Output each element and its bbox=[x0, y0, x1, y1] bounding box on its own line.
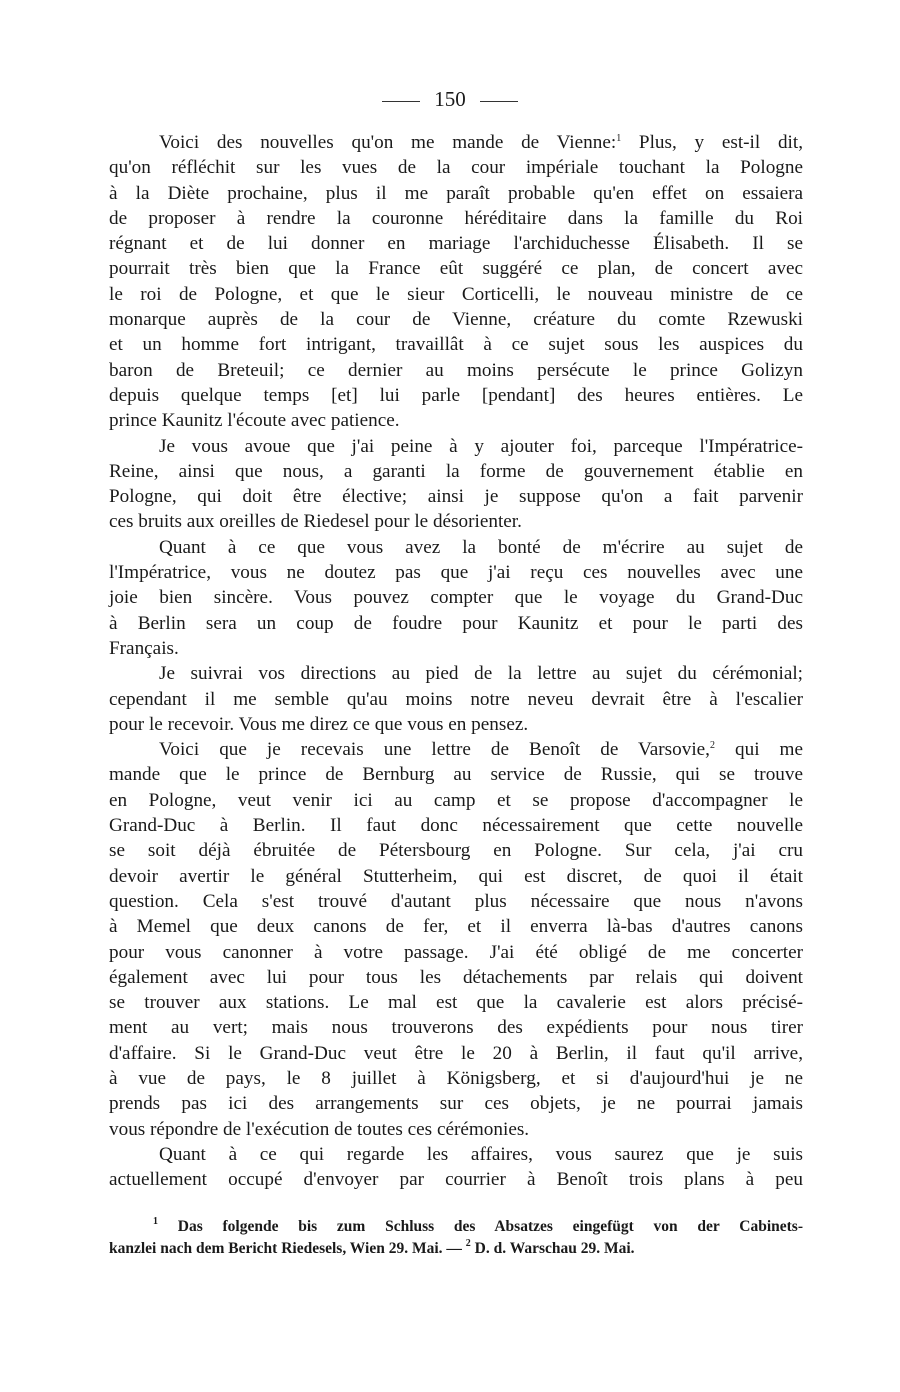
text-line: monarque auprès de la cour de Vienne, créature du comte Rzewuski bbox=[109, 309, 803, 331]
text-line: depuis quelque temps [et] lui parle [pendant] des heures entières. Le bbox=[109, 384, 803, 406]
text-line: prince Kaunitz l'écoute avec patience. bbox=[109, 410, 400, 432]
paragraph-2 bbox=[109, 434, 803, 535]
text-line: devoir avertir le général Stutterheim, qui est discret, de quoi il était bbox=[109, 865, 803, 887]
text-line: ces bruits aux oreilles de Riedesel pour le désorienter. bbox=[109, 511, 522, 533]
text-line: à vue de pays, le 8 juillet à Königsberg, et si d'aujourd'hui je ne bbox=[109, 1067, 803, 1089]
text-line: se trouver aux stations. Le mal est que la cavalerie est alors précisé- bbox=[109, 992, 803, 1014]
text-line: Pologne, qui doit être élective; ainsi je suppose qu'on a fait parvenir bbox=[109, 486, 803, 508]
text-line: Je vous avoue que j'ai peine à y ajouter foi, parceque l'Impératrice- bbox=[159, 435, 803, 457]
text-line: Reine, ainsi que nous, a garanti la forme de gouvernement établie en bbox=[109, 460, 803, 482]
page-header bbox=[0, 86, 900, 112]
header-dash-left bbox=[382, 101, 420, 102]
text-line: le roi de Pologne, et que le sieur Corticelli, le nouveau ministre de ce bbox=[109, 283, 803, 305]
paragraph-6 bbox=[109, 1142, 803, 1193]
paragraph-5 bbox=[109, 737, 803, 1142]
footnotes bbox=[109, 1216, 803, 1260]
footnote-line: $^1$ Das folgende bis zum Schluss des Absatzes eingefügt von der Cabinets- bbox=[153, 1216, 803, 1235]
text-line: joie bien sincère. Vous pouvez compter que le voyage du Grand-Duc bbox=[109, 587, 803, 609]
text-line: actuellement occupé d'envoyer par courrier à Benoît trois plans à peu bbox=[109, 1169, 803, 1191]
text-line: qu'on réfléchit sur les vues de la cour impériale touchant la Pologne bbox=[109, 157, 803, 179]
text-line: et un homme fort intrigant, travaillât à ce sujet sous les auspices du bbox=[109, 334, 803, 356]
text-line: pourrait très bien que la France eût suggéré ce plan, de concert avec bbox=[109, 258, 803, 280]
text-line: l'Impératrice, vous ne doutez pas que j'ai reçu ces nouvelles avec une bbox=[109, 562, 803, 584]
text-line: Français. bbox=[109, 637, 179, 659]
paragraph-1 bbox=[109, 130, 803, 434]
text-line: de proposer à rendre la couronne héréditaire dans la famille du Roi bbox=[109, 207, 803, 229]
text-line: vous répondre de l'exécution de toutes ces cérémonies. bbox=[109, 1118, 530, 1140]
footnote-marker-1: 1 bbox=[153, 1216, 158, 1227]
text-line: Quant à ce que vous avez la bonté de m'écrire au sujet de bbox=[159, 536, 803, 558]
text-line: Voici que je recevais une lettre de Benoît de Varsovie,$^2$ qui me bbox=[159, 739, 803, 761]
paragraph-3 bbox=[109, 535, 803, 661]
text-line: en Pologne, veut venir ici au camp et se propose d'accompagner le bbox=[109, 789, 803, 811]
text-line: Voici des nouvelles qu'on me mande de Vienne:$^1$ Plus, y est-il dit, bbox=[159, 132, 803, 153]
text-line: question. Cela s'est trouvé d'autant plus nécessaire que nous n'avons bbox=[109, 890, 803, 912]
paragraph-4 bbox=[109, 661, 803, 737]
text-line: à Berlin sera un coup de foudre pour Kaunitz et pour le parti des bbox=[109, 612, 803, 634]
text-line: baron de Breteuil; ce dernier au moins persécute le prince Golizyn bbox=[109, 359, 803, 381]
text-line: mande que le prince de Bernburg au service de Russie, qui se trouve bbox=[109, 764, 803, 786]
text-line: à la Diète prochaine, plus il me paraît probable qu'en effet on essaiera bbox=[109, 182, 803, 204]
text-line: cependant il me semble qu'au moins notre neveu devrait être à l'escalier bbox=[109, 688, 803, 710]
text-line: également avec lui pour tous les détachements par relais qui doivent bbox=[109, 966, 803, 988]
footnote-marker-2: 2 bbox=[465, 1238, 471, 1249]
footnote-line: kanzlei nach dem Bericht Riedesels, Wien 29. Mai. — $^2$ D. d. Warschau 29. Mai. bbox=[109, 1238, 635, 1257]
text-line: pour vous canonner à votre passage. J'ai été obligé de me concerter bbox=[109, 941, 803, 963]
text-line: prends pas ici des arrangements sur ces objets, je ne pourrai jamais bbox=[109, 1093, 803, 1115]
text-line: ment au vert; mais nous trouverons des expédients pour nous tirer bbox=[109, 1017, 803, 1039]
text-line: se soit déjà ébruitée de Pétersbourg en Pologne. Sur cela, j'ai cru bbox=[109, 840, 803, 862]
footnote-ref-1: 1 bbox=[616, 133, 622, 144]
page-number: 150 bbox=[434, 87, 466, 111]
text-line: d'affaire. Si le Grand-Duc veut être le 20 à Berlin, il faut qu'il arrive, bbox=[109, 1042, 803, 1064]
header-dash-right bbox=[480, 101, 518, 102]
text-line: Grand-Duc à Berlin. Il faut donc nécessairement que cette nouvelle bbox=[109, 815, 803, 837]
text-line: régnant et de lui donner en mariage l'archiduchesse Élisabeth. Il se bbox=[109, 233, 803, 255]
text-line: Quant à ce qui regarde les affaires, vous saurez que je suis bbox=[159, 1143, 803, 1165]
text-line: à Memel que deux canons de fer, et il enverra là-bas d'autres canons bbox=[109, 916, 803, 938]
text-line: pour le recevoir. Vous me direz ce que vous en pensez. bbox=[109, 713, 529, 735]
body-text bbox=[109, 130, 803, 1192]
text-line: Je suivrai vos directions au pied de la lettre au sujet du cérémonial; bbox=[159, 663, 803, 685]
footnote-ref-2: 2 bbox=[709, 740, 715, 752]
